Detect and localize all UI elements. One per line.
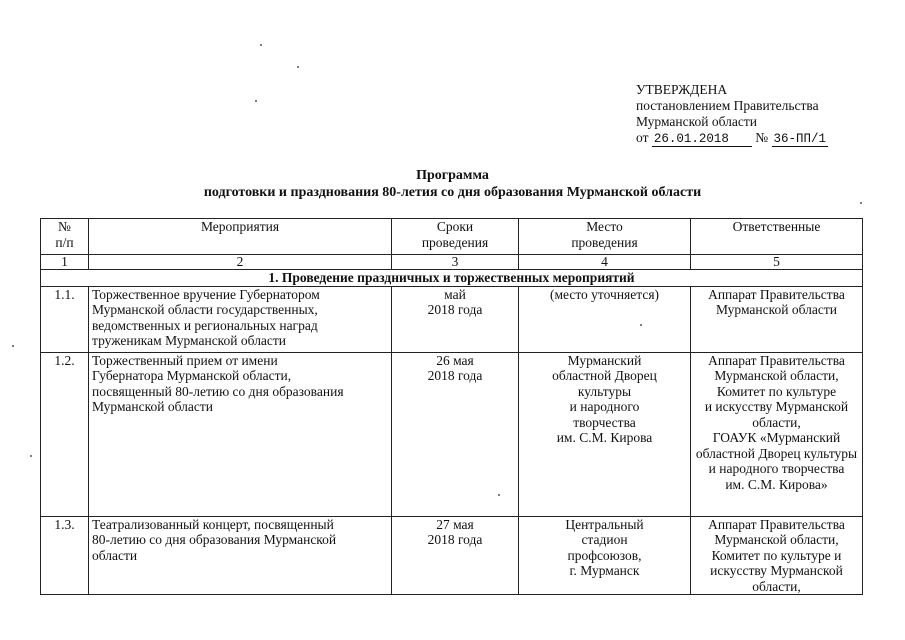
header-event: Мероприятия: [89, 219, 392, 255]
header-place-line: проведения: [571, 234, 638, 250]
table-row: [41, 352, 863, 516]
scan-speckle: [640, 324, 642, 326]
column-number: 2: [89, 255, 392, 270]
row-place: [519, 286, 691, 352]
row-responsible-line: искусству Мурманской области,: [710, 563, 843, 594]
row-dates-line: 2018 года: [427, 532, 483, 547]
row-num: 1.3.: [41, 516, 89, 595]
header-num: [41, 219, 89, 255]
row-responsible-line: и искусству Мурманской: [704, 399, 849, 414]
document-subtitle: подготовки и празднования 80-летия со дня образования Мурманской области: [203, 185, 702, 200]
row-dates: [392, 516, 519, 595]
header-place: [519, 219, 691, 255]
program-table: [40, 218, 863, 595]
row-responsible-line: областной Дворец культуры: [695, 445, 858, 461]
row-place: [519, 352, 691, 516]
header-dates-line: Сроки: [436, 219, 474, 234]
row-responsible-line: и народного творчества: [708, 461, 845, 476]
approval-date-line: [636, 130, 828, 147]
document-title-block: [0, 167, 905, 201]
row-event-line: Мурманской области государственных,: [92, 302, 318, 317]
row-place-line: областной Дворец: [552, 368, 657, 383]
row-responsible: [691, 352, 863, 516]
header-dates: [392, 219, 519, 255]
row-place: [519, 516, 691, 595]
row-place-line: творчества: [573, 414, 636, 430]
scan-speckle: [255, 100, 257, 102]
row-responsible-line: Аппарат Правительства: [708, 352, 845, 368]
row-event-line: Торжественное вручение Губернатором: [92, 286, 320, 302]
row-place-line: им. С.М. Кирова: [556, 430, 653, 445]
scan-speckle: [12, 345, 14, 347]
row-responsible-line: Комитет по культуре: [716, 383, 837, 399]
row-place-line: стадион: [581, 532, 628, 547]
row-dates: [392, 286, 519, 352]
header-place-line: Место: [586, 219, 623, 234]
approval-date-prefix: от: [636, 130, 649, 145]
row-responsible: [691, 286, 863, 352]
row-dates-line: 2018 года: [427, 302, 483, 317]
row-event-line: Мурманской области: [92, 399, 213, 414]
approval-title: УТВЕРЖДЕНА: [636, 82, 728, 97]
row-place-line: профсоюзов,: [567, 547, 642, 563]
row-place-line: г. Мурманск: [569, 563, 640, 578]
row-dates-line: май: [444, 286, 466, 302]
table-row: [41, 516, 863, 595]
row-responsible-line: Мурманской области: [716, 302, 837, 317]
row-event-line: Губернатора Мурманской области,: [92, 368, 292, 383]
header-responsible: Ответственные: [691, 219, 863, 255]
approval-line-1: постановлением Правительства: [636, 98, 819, 113]
approval-line-2: Мурманской области: [636, 114, 757, 129]
row-event: [89, 352, 392, 516]
row-event-line: Торжественный прием от имени: [92, 352, 278, 368]
row-place-line: Мурманский: [567, 352, 642, 368]
row-event: [89, 286, 392, 352]
row-responsible-line: им. С.М. Кирова»: [725, 476, 828, 492]
column-number: 1: [41, 255, 89, 270]
column-number: 4: [519, 255, 691, 270]
row-responsible-line: ГОАУК «Мурманский: [712, 430, 841, 445]
section-row: [41, 270, 863, 287]
row-event-line: ведомственных и региональных наград: [92, 317, 318, 333]
row-dates: [392, 352, 519, 516]
document-title: Программа: [416, 168, 489, 183]
approval-stamp: [636, 82, 828, 147]
approval-number-prefix: №: [755, 130, 769, 145]
scan-speckle: [30, 455, 32, 457]
row-responsible-line: Комитет по культуре и: [711, 547, 842, 563]
row-dates-line: 26 мая: [436, 352, 474, 368]
header-num-line: №: [58, 219, 71, 234]
row-num: 1.1.: [41, 286, 89, 352]
header-num-line: п/п: [55, 234, 74, 250]
row-place-line: культуры: [577, 383, 632, 399]
row-event-line: 80-летию со дня образования Мурманской: [92, 532, 337, 547]
scan-speckle: [297, 66, 299, 68]
scan-speckle: [860, 202, 862, 204]
column-number: 3: [392, 255, 519, 270]
table-row: [41, 286, 863, 352]
row-responsible: [691, 516, 863, 595]
row-event-line: Театрализованный концерт, посвященный: [92, 516, 334, 532]
row-num: 1.2.: [41, 352, 89, 516]
row-place-line: и народного: [569, 399, 640, 414]
row-responsible-line: Аппарат Правительства: [708, 516, 845, 532]
row-responsible-line: области,: [752, 414, 801, 430]
scan-speckle: [498, 494, 500, 496]
row-event-line: области: [92, 547, 138, 563]
row-responsible-line: Мурманской области,: [714, 368, 839, 383]
table-body: [41, 286, 863, 595]
scan-speckle: [260, 44, 262, 46]
approval-number: 36-ПП/1: [773, 132, 827, 146]
table-header-row: [41, 219, 863, 255]
row-event-line: труженикам Мурманской области: [92, 333, 287, 348]
row-place-line: Центральный: [565, 516, 644, 532]
row-place-line: (место уточняется): [549, 286, 660, 302]
approval-date: 26.01.2018: [652, 133, 752, 147]
row-responsible-line: Аппарат Правительства: [708, 286, 845, 302]
column-number-row: [41, 255, 863, 270]
row-event-line: посвященный 80-летию со дня образования: [92, 383, 344, 399]
row-dates-line: 2018 года: [427, 368, 483, 383]
row-responsible-line: Мурманской области,: [714, 532, 839, 547]
section-title: 1. Проведение праздничных и торжественных мероприятий: [41, 270, 863, 287]
row-event: [89, 516, 392, 595]
column-number: 5: [691, 255, 863, 270]
row-dates-line: 27 мая: [436, 516, 474, 532]
header-dates-line: проведения: [421, 234, 489, 250]
